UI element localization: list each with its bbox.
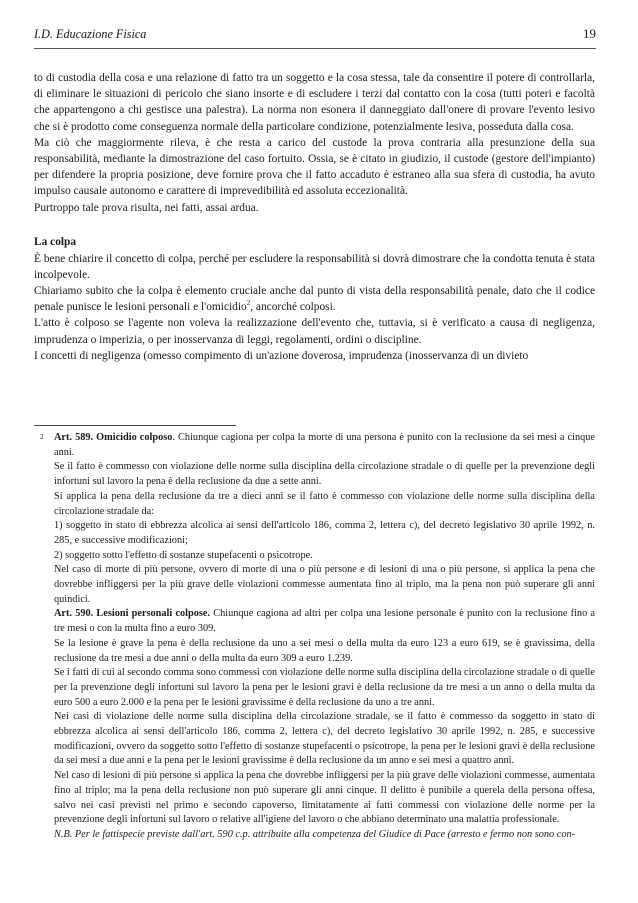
footnote-block <box>34 431 595 843</box>
footnote-marker: 2 <box>40 433 44 441</box>
paragraph-negligence-definition: L'atto è colposo se l'agente non voleva la realizzazione dell'evento che, tuttavia, si è verificato a causa di negligenza, imprudenza o imperizia, o per inosservanza di leggi, regolamenti, ordini o discipline. <box>34 317 595 346</box>
footnote-reference: 2 <box>246 299 251 308</box>
footnote-line: Nei casi di violazione delle norme sulla disciplina della circolazione stradale, se il fatto è commesso da soggetto in stato di ebbrezza alcolica ai sensi dell'articolo 186, comma 2, lettera c), del decreto legislativo 30 aprile 1992, n. 285, e successive modificazioni, ovvero da soggetto sotto l'effetto di sostanze stupefacenti o psicotrope, la pena per le lesioni gravi è della reclusione da sei mesi a due anni e la pena per le lesioni gravissime è della reclusione da un anno e sei mesi a quattro anni. <box>54 711 595 767</box>
page-number: 19 <box>583 26 596 41</box>
paragraph-penal-text: Chiariamo subito che la colpa è elemento cruciale anche dal punto di vista della responsabilità penale, dato che il codice penale punisce le lesioni personali e l'omicidio <box>34 284 595 314</box>
footnote-line: Nel caso di morte di più persone, ovvero di morte di una o più persone e di lesioni di una o più persone, si applica la pena che dovrebbe infliggersi per la più grave delle violazioni commesse aumentata fino al triplo, ma la pena non può superare gli anni quindici. <box>54 564 595 605</box>
art-590-title: Art. 590. Lesioni personali colpose. <box>54 608 211 620</box>
paragraph-custody: to di custodia della cosa e una relazione di fatto tra un soggetto e la cosa stessa, tale da consentire il potere di controllarla, di eliminare le situazioni di pericolo che siano insorte e di escludere i terzi dal contatto con la cosa (tutti poteri e facoltà che appartengono a chi gestisce una palestra). La norma non esonera il danneggiato dall'onere di provare l'evento lesivo che si è prodotto come conseguenza normale della particolare condizione, potenzialmente lesiva, posseduta dalla cosa. <box>34 72 595 133</box>
art-589-title: Art. 589. Omicidio colposo <box>54 432 173 443</box>
footnote-nb-note: N.B. Per le fattispecie previste dall'art. 590 c.p. attribuite alla competenza del Giudice di Pace (arresto e fermo non sono con- <box>54 828 576 840</box>
paragraph-negligence-concepts: I concetti di negligenza (omesso compimento di un'azione doverosa, imprudenza (inosservanza di un divieto <box>34 349 529 362</box>
header-rule <box>34 48 596 49</box>
art-590-text: Chiunque cagiona ad altri per colpa una lesione personale è punito con la reclusione fino a tre mesi o con la multa fino a euro 309. <box>54 608 595 635</box>
paragraph-fault-concept: È bene chiarire il concetto di colpa, perché per escludere la responsabilità si dovrà dimostrare che la condotta tenuta è stata incolpevole. <box>34 252 595 281</box>
footnote-line: 1) soggetto in stato di ebbrezza alcolica ai sensi dell'articolo 186, comma 2, lettera c), del decreto legislativo 30 aprile 1992, n. 285, e successive modificazioni; <box>54 520 595 546</box>
paragraph-proof: Ma ciò che maggiormente rileva, è che resta a carico del custode la prova contraria alla presunzione della sua responsabilità, mediante la dimostrazione del caso fortuito. Ossia, se è citato in giudizio, il custode (gestore dell'impianto) per difendere la propria posizione, deve fornire prova che il fatto accaduto è estraneo alla sua sfera di custodia, ha avuto impulso causale autonomo e carattere di imprevedibilità ed assoluta eccezionalità. <box>34 136 595 198</box>
footnote-line: Si applica la pena della reclusione da tre a dieci anni se il fatto è commesso con violazione delle norme sulla disciplina della circolazione stradale da: <box>54 490 595 517</box>
body-text <box>34 70 595 364</box>
running-header <box>34 26 596 46</box>
footnote-art-590 <box>34 607 595 636</box>
footnote-line: Se la lesione è grave la pena è della reclusione da uno a sei mesi o della multa da euro 123 a euro 619, se è gravissima, della reclusione da tre mesi a due anni o della multa da euro 309 a euro 1.239. <box>54 637 595 664</box>
footnote-line: Nel caso di lesioni di più persone si applica la pena che dovrebbe infliggersi per la più grave delle violazioni commesse, aumentata fino al triplo; ma la pena della reclusione non può superare gli anni cinque. Il delitto è punibile a querela della persona offesa, salvo nei casi previsti nel primo e secondo capoverso, limitatamente ai fatti commessi con violazione delle norme per la prevenzione degli infortuni sul lavoro o relative all'igiene del lavoro o che abbiano determinato una malattia professionale. <box>54 770 595 826</box>
art-589-text: . Chiunque cagiona per colpa la morte di una persona è punito con la reclusione da sei mesi a cinque anni. <box>54 432 595 458</box>
paragraph-penal <box>34 283 595 315</box>
footnote-art-589 <box>34 431 595 460</box>
footnote-line: 2) soggetto sotto l'effetto di sostanze stupefacenti o psicotrope. <box>54 549 313 561</box>
paragraph-difficult-proof: Purtroppo tale prova risulta, nei fatti, assai ardua. <box>34 201 259 214</box>
section-heading: La colpa <box>34 236 77 249</box>
header-title: I.D. Educazione Fisica <box>34 27 147 41</box>
paragraph-penal-tail: , ancorché colposi. <box>250 301 336 314</box>
section-gap <box>34 216 595 235</box>
footnote-line: Se i fatti di cui al secondo comma sono commessi con violazione delle norme sulla disciplina della circolazione stradale o di quelle per la prevenzione degli infortuni sul lavoro la pena per le lesioni gravi è della reclusione da tre mesi a un anno o della multa da euro 500 a euro 2.000 e la pena per le lesioni gravissime è della reclusione da uno a tre anni. <box>54 667 595 708</box>
footnote-line: Se il fatto è commesso con violazione delle norme sulla disciplina della circolazione stradale o di quelle per la prevenzione degli infortuni sul lavoro la pena è della reclusione da due a sette anni. <box>54 461 595 488</box>
footnote-rule <box>34 425 236 426</box>
